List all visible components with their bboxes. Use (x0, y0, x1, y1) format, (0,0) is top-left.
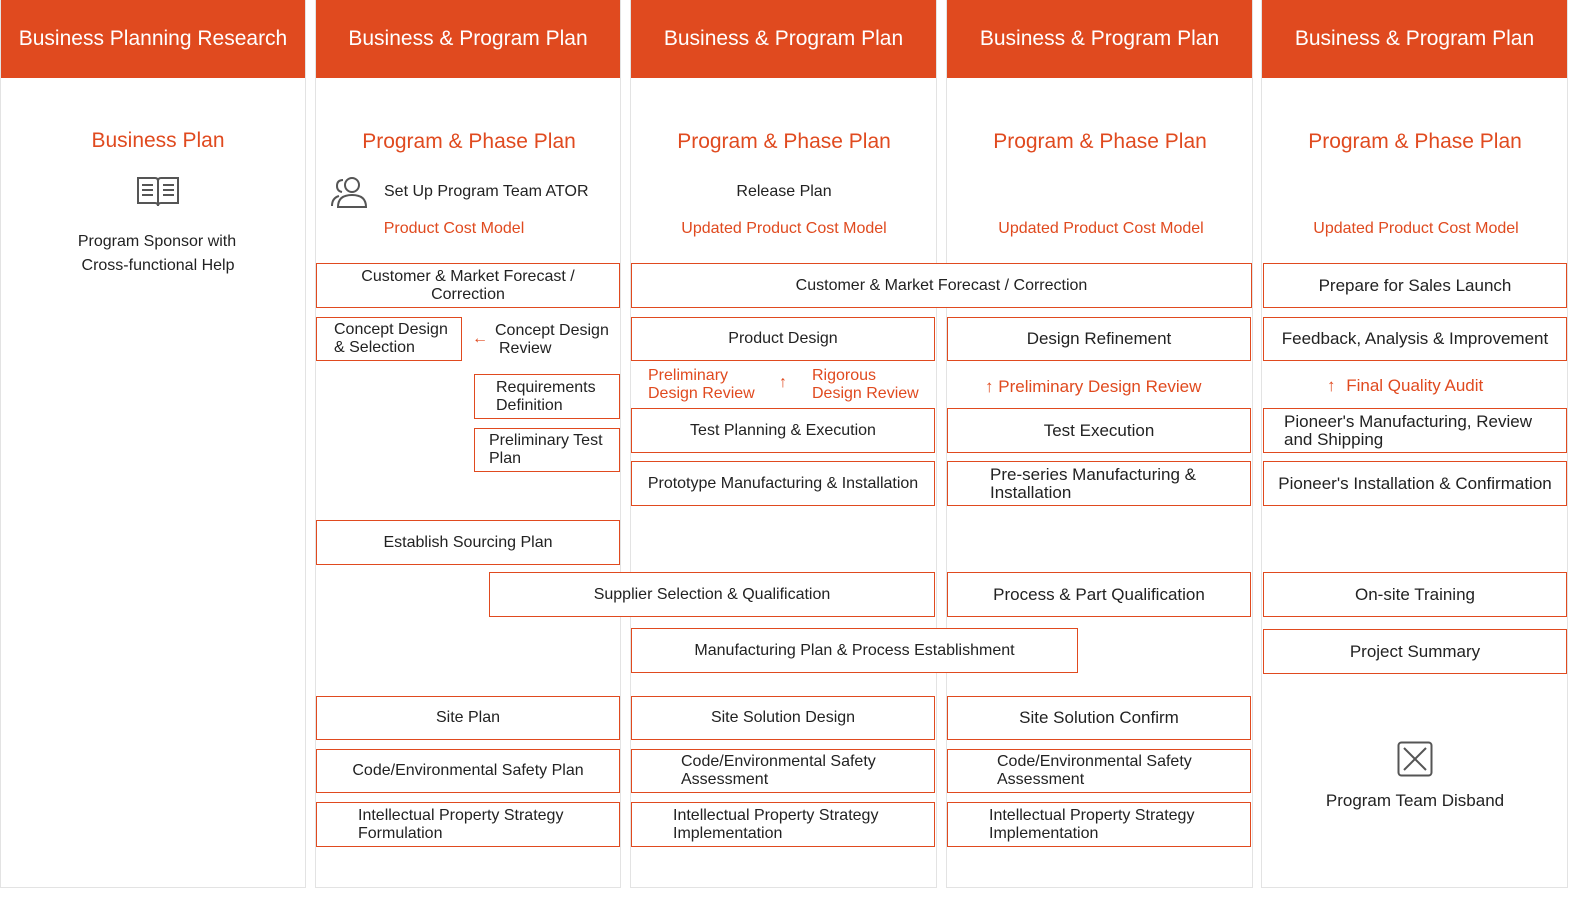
up-arrow-icon-5: ↑ (1327, 376, 1336, 395)
rigorous-review-line2: Design Review (812, 385, 919, 402)
prelim-test-line2: Plan (489, 450, 522, 467)
pioneer-mfg-box (1263, 408, 1567, 453)
ip-implementation-3-line2: Implementation (673, 824, 783, 842)
cost-model-5: Updated Product Cost Model (1313, 220, 1519, 237)
prelim-review-text-3 (648, 367, 755, 403)
column-3-header: Business & Program Plan (631, 0, 936, 78)
code-assessment-3-line1: Code/Environmental Safety (681, 753, 876, 770)
concept-selection-line1: Concept Design (334, 321, 448, 338)
code-assessment-box-3 (631, 749, 935, 793)
cost-model-3: Updated Product Cost Model (681, 220, 887, 237)
sourcing-plan-box: Establish Sourcing Plan (316, 520, 620, 565)
forecast-2-line2: Correction (431, 285, 505, 303)
forecast-box-wide: Customer & Market Forecast / Correction (631, 263, 1252, 308)
column-5-header: Business & Program Plan (1262, 0, 1567, 78)
rigorous-review-text (812, 367, 919, 403)
cost-model-2: Product Cost Model (383, 220, 525, 237)
test-execution-box: Test Execution (947, 408, 1251, 453)
concept-selection-box (316, 317, 462, 361)
site-plan-box: Site Plan (316, 696, 620, 740)
requirements-line2: Definition (496, 396, 563, 414)
design-refinement-box: Design Refinement (947, 317, 1251, 361)
code-plan-box: Code/Environmental Safety Plan (316, 749, 620, 793)
concept-review-line2: Review (499, 340, 552, 357)
phase-plan-title-5: Program & Phase Plan (1308, 130, 1522, 153)
business-plan-title: Business Plan (91, 129, 225, 152)
concept-review-text (495, 322, 609, 358)
product-design-box: Product Design (631, 317, 935, 361)
up-arrow-icon: ↑ (779, 374, 787, 391)
sales-launch-box: Prepare for Sales Launch (1263, 263, 1567, 308)
column-1-header: Business Planning Research (1, 0, 305, 78)
test-planning-box: Test Planning & Execution (631, 408, 935, 453)
pioneer-mfg-line1: Pioneer's Manufacturing, Review (1284, 411, 1532, 431)
pioneer-mfg-line2: and Shipping (1284, 429, 1384, 449)
prelim-review-3-line2: Design Review (648, 385, 755, 402)
prelim-review-3-line1: Preliminary (648, 367, 729, 384)
site-design-box: Site Solution Design (631, 696, 935, 740)
code-assessment-4-line2: Assessment (997, 771, 1085, 788)
ip-implementation-box-4 (947, 802, 1251, 847)
final-audit-text (1327, 376, 1483, 396)
sponsor-text-line2: Cross-functional Help (81, 257, 235, 274)
ip-formulation-box (316, 802, 620, 847)
left-arrow-icon: ← (472, 330, 488, 347)
supplier-selection-box: Supplier Selection & Qualification (489, 572, 935, 617)
release-plan-text: Release Plan (736, 183, 832, 200)
prelim-test-line1: Preliminary Test (489, 432, 603, 449)
setup-team-text: Set Up Program Team ATOR (384, 183, 589, 200)
prelim-review-text-4 (985, 377, 1201, 397)
requirements-box (474, 374, 620, 419)
mfg-plan-box: Manufacturing Plan & Process Establishment (631, 628, 1078, 673)
prelim-review-4-label: Preliminary Design Review (998, 377, 1202, 396)
ip-implementation-4-line2: Implementation (989, 824, 1099, 842)
concept-selection-line2: & Selection (334, 339, 415, 356)
forecast-box-2 (316, 263, 620, 308)
project-summary-box: Project Summary (1263, 629, 1567, 674)
book-icon (136, 175, 180, 209)
code-assessment-3-line2: Assessment (681, 771, 769, 788)
requirements-line1: Requirements (496, 378, 596, 396)
final-audit-label: Final Quality Audit (1346, 376, 1484, 395)
ip-formulation-line1: Intellectual Property Strategy (358, 806, 564, 824)
ip-implementation-4-line1: Intellectual Property Strategy (989, 806, 1195, 824)
close-icon (1397, 741, 1433, 777)
site-confirm-box: Site Solution Confirm (947, 696, 1251, 740)
column-4-header: Business & Program Plan (947, 0, 1252, 78)
prototype-box: Prototype Manufacturing & Installation (631, 461, 935, 506)
team-icon (330, 175, 370, 209)
code-assessment-4-line1: Code/Environmental Safety (997, 753, 1192, 770)
cost-model-4: Updated Product Cost Model (998, 220, 1204, 237)
preseries-box (947, 461, 1251, 506)
preseries-line2: Installation (990, 482, 1072, 502)
rigorous-review-line1: Rigorous (812, 367, 877, 384)
process-qualification-box: Process & Part Qualification (947, 572, 1251, 617)
concept-review-line1: Concept Design (495, 322, 609, 339)
phase-plan-title-2: Program & Phase Plan (362, 130, 576, 153)
feedback-box: Feedback, Analysis & Improvement (1263, 317, 1567, 361)
ip-implementation-box-3 (631, 802, 935, 847)
preseries-line1: Pre-series Manufacturing & (990, 464, 1196, 484)
code-assessment-box-4 (947, 749, 1251, 793)
team-disband-text: Program Team Disband (1325, 791, 1505, 810)
ip-formulation-line2: Formulation (358, 824, 443, 842)
prelim-test-plan-box (474, 428, 620, 472)
phase-plan-title-3: Program & Phase Plan (677, 130, 891, 153)
sponsor-text-line1: Program Sponsor with (77, 233, 237, 250)
onsite-training-box: On-site Training (1263, 572, 1567, 617)
column-2-header: Business & Program Plan (316, 0, 620, 78)
phase-plan-title-4: Program & Phase Plan (993, 130, 1207, 153)
pioneer-installation-box: Pioneer's Installation & Confirmation (1263, 461, 1567, 506)
ip-implementation-3-line1: Intellectual Property Strategy (673, 806, 879, 824)
forecast-2-line1: Customer & Market Forecast / (361, 267, 575, 285)
up-arrow-icon-4: ↑ (985, 377, 994, 396)
